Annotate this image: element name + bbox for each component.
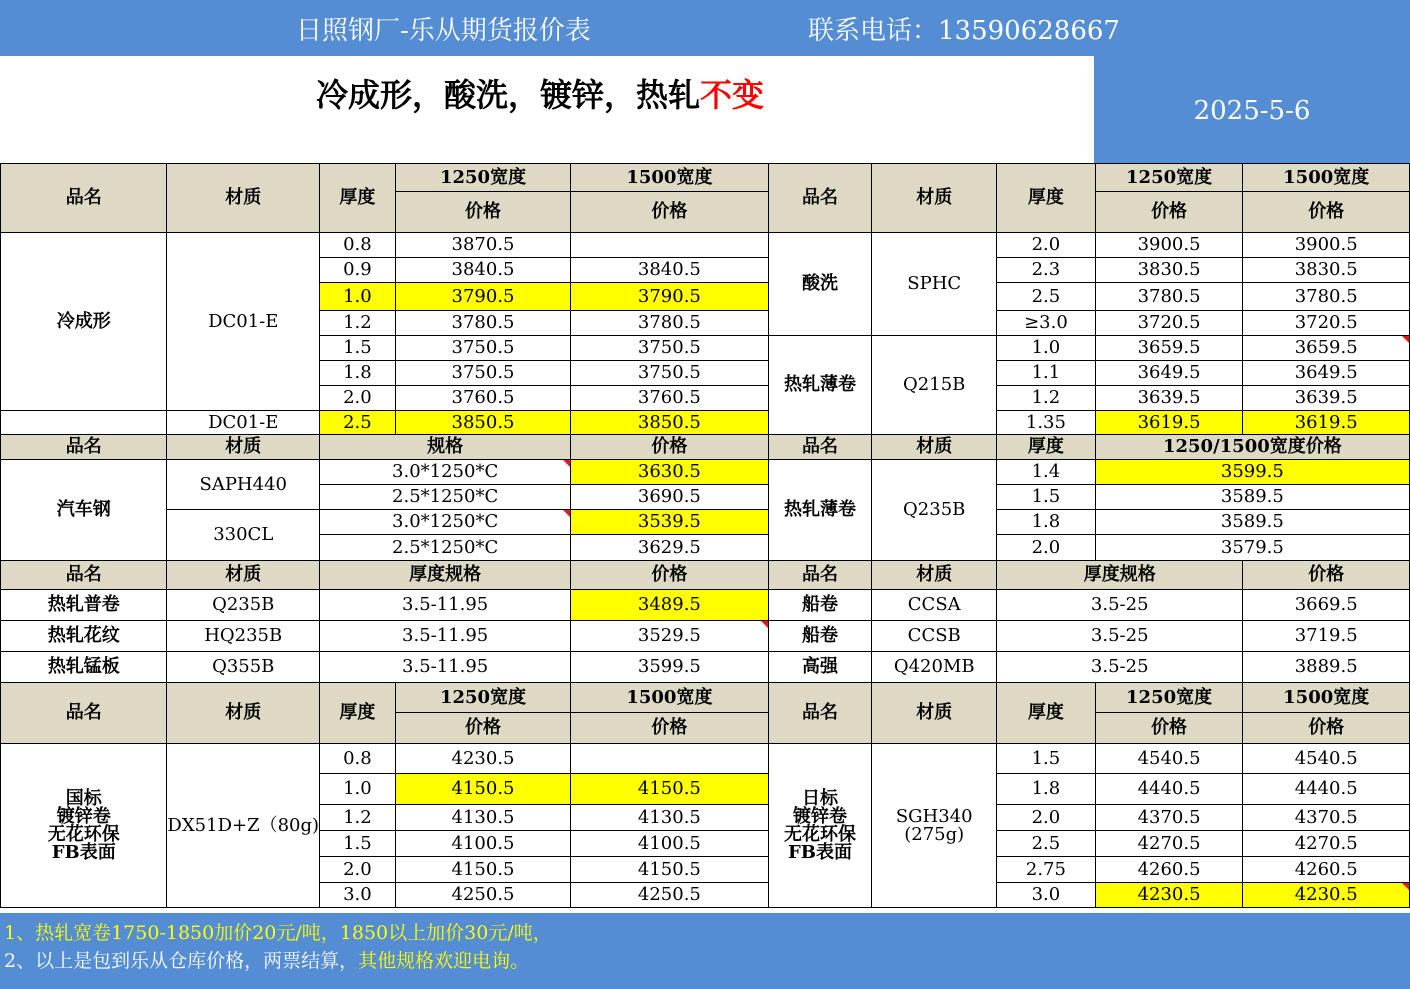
thickness-cell: 1.5 — [997, 744, 1096, 774]
price-1250-cell: 4540.5 — [1095, 744, 1243, 774]
spec-cell: 2.5*1250*C — [320, 535, 571, 561]
price-notice — [316, 70, 764, 116]
footer-note-2-highlight: 其他规格欢迎电询。 — [358, 950, 530, 972]
material-cell: Q235B — [872, 460, 997, 561]
product-cell: 热轧花纹 — [1, 621, 167, 652]
header-price: 价格 — [1095, 713, 1243, 744]
header-material: 材质 — [167, 164, 320, 233]
price-1500-cell: 3760.5 — [571, 386, 768, 411]
thickness-cell: 1.5 — [320, 831, 396, 857]
thickness-cell: 2.5 — [997, 283, 1096, 311]
spec-cell: 3.5-25 — [997, 652, 1243, 683]
thickness-cell: 1.2 — [320, 805, 396, 831]
header-price: 价格 — [571, 713, 768, 744]
price-1250-cell: 3659.5 — [1095, 336, 1243, 361]
product-cell: 冷成形 — [1, 233, 167, 411]
price-1500-cell: 4540.5 — [1243, 744, 1410, 774]
price-1500-cell: 3840.5 — [571, 258, 768, 283]
thickness-cell: 1.2 — [320, 311, 396, 336]
price-1500-cell: 3720.5 — [1243, 311, 1410, 336]
price-1500-cell: 4130.5 — [571, 805, 768, 831]
price-1500-cell: 4370.5 — [1243, 805, 1410, 831]
thickness-cell: 1.5 — [320, 336, 396, 361]
price-1250-cell: 4150.5 — [395, 774, 570, 805]
price-1250-cell: 3900.5 — [1095, 233, 1243, 258]
header-price: 价格 — [1243, 192, 1410, 233]
header-material: 材质 — [872, 683, 997, 744]
spec-cell: 2.5*1250*C — [320, 485, 571, 510]
thickness-cell: 2.75 — [997, 857, 1096, 883]
price-notice-unchanged: 不变 — [700, 76, 765, 114]
thickness-cell: 3.0 — [997, 883, 1096, 908]
spec-cell: 3.5-25 — [997, 590, 1243, 621]
price-value: 3659.5 — [1294, 337, 1358, 358]
header-width-1250: 1250宽度 — [395, 683, 570, 713]
header-width-1250: 1250宽度 — [1095, 683, 1243, 713]
product-cell: 热轧薄卷 — [768, 336, 872, 435]
footer-note-2-main: 2、以上是包到乐从仓库价格，两票结算， — [4, 950, 359, 972]
price-1500-cell: 3639.5 — [1243, 386, 1410, 411]
material-cell: SPHC — [872, 233, 997, 336]
title-bar — [0, 0, 1410, 56]
product-line: 镀锌卷 — [792, 805, 847, 827]
thickness-cell: 2.0 — [320, 386, 396, 411]
header-thickness: 厚度 — [997, 164, 1096, 233]
price-cell: 3589.5 — [1095, 485, 1409, 510]
footer-notes — [0, 913, 1410, 989]
comment-marker-icon — [1402, 336, 1409, 343]
header-product: 品名 — [768, 683, 872, 744]
thickness-cell: 1.0 — [320, 774, 396, 805]
thickness-cell: 2.0 — [997, 233, 1096, 258]
price-cell: 3719.5 — [1243, 621, 1410, 652]
header-width-1500: 1500宽度 — [1243, 683, 1410, 713]
price-1250-cell: 3750.5 — [395, 336, 570, 361]
spec-value: 3.0*1250*C — [392, 461, 499, 482]
header-product: 品名 — [1, 683, 167, 744]
header-product: 品名 — [1, 164, 167, 233]
material-cell: Q215B — [872, 336, 997, 435]
product-cell — [1, 411, 167, 435]
thickness-cell: 1.0 — [320, 283, 396, 311]
price-cell: 3629.5 — [571, 535, 768, 561]
header-material: 材质 — [167, 683, 320, 744]
price-1250-cell: 4260.5 — [1095, 857, 1243, 883]
product-line: FB表面 — [51, 841, 116, 863]
price-1500-cell: 4150.5 — [571, 774, 768, 805]
header-width-1250: 1250宽度 — [1095, 164, 1243, 192]
header-thickness: 厚度 — [320, 683, 396, 744]
price-1250-cell: 3649.5 — [1095, 361, 1243, 386]
header-price: 价格 — [1243, 561, 1410, 590]
sheet-title: 日照钢厂-乐从期货报价表 — [296, 16, 591, 46]
thickness-cell: 2.0 — [320, 857, 396, 883]
thickness-cell: 2.5 — [320, 411, 396, 435]
spec-value: 3.0*1250*C — [392, 511, 499, 532]
price-table — [0, 163, 1410, 908]
thickness-cell: ≥3.0 — [997, 311, 1096, 336]
header-thickness: 厚度 — [997, 683, 1096, 744]
material-cell: Q355B — [167, 652, 320, 683]
price-1500-cell — [571, 744, 768, 774]
thickness-cell: 2.0 — [997, 805, 1096, 831]
header-material: 材质 — [872, 561, 997, 590]
product-line: 无花环保 — [783, 823, 856, 845]
product-line: 无花环保 — [47, 823, 120, 845]
product-cell: 酸洗 — [768, 233, 872, 336]
comment-marker-icon — [761, 621, 768, 628]
header-price: 价格 — [571, 192, 768, 233]
price-cell: 3889.5 — [1243, 652, 1410, 683]
material-cell: CCSA — [872, 590, 997, 621]
price-1250-cell: 3780.5 — [395, 311, 570, 336]
material-cell: DX51D+Z（80g) — [167, 744, 320, 908]
header-width-1500: 1500宽度 — [571, 683, 768, 713]
price-1250-cell: 4150.5 — [395, 857, 570, 883]
price-value: 3529.5 — [637, 625, 701, 646]
thickness-cell: 2.5 — [997, 831, 1096, 857]
price-1250-cell: 3830.5 — [1095, 258, 1243, 283]
thickness-cell: 1.5 — [997, 485, 1096, 510]
header-price: 价格 — [395, 192, 570, 233]
price-1250-cell: 3790.5 — [395, 283, 570, 311]
price-cell: 3690.5 — [571, 485, 768, 510]
price-cell — [571, 621, 768, 652]
product-cell: 船卷 — [768, 621, 872, 652]
material-cell — [872, 744, 997, 908]
contact-phone: 联系电话：13590628667 — [808, 16, 1120, 46]
price-1250-cell: 4250.5 — [395, 883, 570, 908]
thickness-cell: 1.8 — [997, 510, 1096, 535]
price-notice-main: 冷成形，酸洗，镀锌，热轧 — [316, 76, 701, 114]
price-1250-cell: 4370.5 — [1095, 805, 1243, 831]
material-cell: SAPH440 — [167, 460, 320, 510]
thickness-cell: 1.2 — [997, 386, 1096, 411]
header-product: 品名 — [768, 561, 872, 590]
product-cell: 船卷 — [768, 590, 872, 621]
quote-date: 2025-5-6 — [1193, 96, 1311, 126]
price-1250-cell: 3870.5 — [395, 233, 570, 258]
header-price: 价格 — [571, 561, 768, 590]
price-cell: 3489.5 — [571, 590, 768, 621]
comment-marker-icon — [563, 510, 570, 517]
price-1500-cell: 4440.5 — [1243, 774, 1410, 805]
price-cell: 3599.5 — [1095, 460, 1409, 485]
spec-cell: 3.5-11.95 — [320, 590, 571, 621]
header-width-1500: 1500宽度 — [1243, 164, 1410, 192]
price-1250-cell: 4130.5 — [395, 805, 570, 831]
price-1500-cell: 4250.5 — [571, 883, 768, 908]
product-line: 镀锌卷 — [56, 805, 111, 827]
price-1500-cell: 3619.5 — [1243, 411, 1410, 435]
material-cell: DC01-E — [167, 233, 320, 411]
price-1250-cell: 4230.5 — [395, 744, 570, 774]
price-1500-cell: 3750.5 — [571, 336, 768, 361]
product-line: FB表面 — [787, 841, 852, 863]
price-1250-cell: 3780.5 — [1095, 283, 1243, 311]
product-cell — [1, 744, 167, 908]
header-material: 材质 — [872, 164, 997, 233]
price-1500-cell: 3830.5 — [1243, 258, 1410, 283]
product-cell: 热轧薄卷 — [768, 460, 872, 561]
price-cell: 3630.5 — [571, 460, 768, 485]
footer-note-1: 1、热轧宽卷1750-1850加价20元/吨，1850以上加价30元/吨， — [4, 922, 552, 944]
price-1500-cell — [571, 233, 768, 258]
spec-cell: 3.5-11.95 — [320, 621, 571, 652]
price-1250-cell: 3750.5 — [395, 361, 570, 386]
thickness-cell: 0.8 — [320, 233, 396, 258]
header-width-1250: 1250宽度 — [395, 164, 570, 192]
material-cell: HQ235B — [167, 621, 320, 652]
thickness-cell: 1.4 — [997, 460, 1096, 485]
thickness-cell: 1.8 — [997, 774, 1096, 805]
price-cell: 3539.5 — [571, 510, 768, 535]
price-1500-cell: 3850.5 — [571, 411, 768, 435]
footer-note-2 — [4, 946, 529, 973]
price-1250-cell: 3840.5 — [395, 258, 570, 283]
header-price: 价格 — [395, 713, 570, 744]
price-cell: 3599.5 — [571, 652, 768, 683]
price-1250-cell: 4230.5 — [1095, 883, 1243, 908]
thickness-cell: 2.0 — [997, 535, 1096, 561]
price-1500-cell: 4270.5 — [1243, 831, 1410, 857]
thickness-cell: 3.0 — [320, 883, 396, 908]
header-thickness-spec: 厚度规格 — [320, 561, 571, 590]
header-price: 价格 — [1095, 192, 1243, 233]
price-cell: 3669.5 — [1243, 590, 1410, 621]
material-line: (275g) — [904, 823, 965, 845]
comment-marker-icon — [563, 460, 570, 467]
header-width-both-price: 1250/1500宽度价格 — [1095, 435, 1409, 460]
header-thickness: 厚度 — [997, 435, 1096, 460]
comment-marker-icon — [1402, 883, 1409, 890]
material-cell: Q235B — [167, 590, 320, 621]
material-line: SGH340 — [895, 805, 973, 827]
thickness-cell: 1.35 — [997, 411, 1096, 435]
header-product: 品名 — [1, 435, 167, 460]
spec-cell — [320, 510, 571, 535]
header-thickness: 厚度 — [320, 164, 396, 233]
price-1500-cell: 4260.5 — [1243, 857, 1410, 883]
price-1500-cell: 4100.5 — [571, 831, 768, 857]
price-1500-cell — [1243, 883, 1410, 908]
header-spec: 规格 — [320, 435, 571, 460]
header-product: 品名 — [768, 435, 872, 460]
thickness-cell: 1.0 — [997, 336, 1096, 361]
header-product: 品名 — [768, 164, 872, 233]
thickness-cell: 1.1 — [997, 361, 1096, 386]
spec-cell: 3.5-25 — [997, 621, 1243, 652]
header-width-1500: 1500宽度 — [571, 164, 768, 192]
price-1500-cell: 3780.5 — [1243, 283, 1410, 311]
price-1250-cell: 3760.5 — [395, 386, 570, 411]
price-cell: 3589.5 — [1095, 510, 1409, 535]
material-cell: CCSB — [872, 621, 997, 652]
header-material: 材质 — [167, 561, 320, 590]
spec-cell: 3.5-11.95 — [320, 652, 571, 683]
price-1250-cell: 4100.5 — [395, 831, 570, 857]
product-line: 日标 — [801, 787, 838, 809]
price-1500-cell — [1243, 336, 1410, 361]
price-1500-cell: 3780.5 — [571, 311, 768, 336]
header-price: 价格 — [571, 435, 768, 460]
price-1500-cell: 3649.5 — [1243, 361, 1410, 386]
thickness-cell: 0.9 — [320, 258, 396, 283]
product-cell: 热轧普卷 — [1, 590, 167, 621]
header-product: 品名 — [1, 561, 167, 590]
product-cell: 热轧锰板 — [1, 652, 167, 683]
product-line: 国标 — [65, 787, 102, 809]
price-1250-cell: 3720.5 — [1095, 311, 1243, 336]
header-price: 价格 — [1243, 713, 1410, 744]
price-1500-cell: 3790.5 — [571, 283, 768, 311]
product-cell: 汽车钢 — [1, 460, 167, 561]
spec-cell — [320, 460, 571, 485]
thickness-cell: 0.8 — [320, 744, 396, 774]
price-1250-cell: 3639.5 — [1095, 386, 1243, 411]
price-1250-cell: 3619.5 — [1095, 411, 1243, 435]
price-1250-cell: 4270.5 — [1095, 831, 1243, 857]
product-cell — [768, 744, 872, 908]
thickness-cell: 1.8 — [320, 361, 396, 386]
price-1500-cell: 3900.5 — [1243, 233, 1410, 258]
price-1250-cell: 3850.5 — [395, 411, 570, 435]
thickness-cell: 2.3 — [997, 258, 1096, 283]
material-cell: DC01-E — [167, 411, 320, 435]
product-cell: 高强 — [768, 652, 872, 683]
price-1250-cell: 4440.5 — [1095, 774, 1243, 805]
material-cell: Q420MB — [872, 652, 997, 683]
material-cell: 330CL — [167, 510, 320, 561]
price-value: 4230.5 — [1294, 884, 1358, 905]
price-cell: 3579.5 — [1095, 535, 1409, 561]
header-material: 材质 — [872, 435, 997, 460]
header-thickness-spec: 厚度规格 — [997, 561, 1243, 590]
price-1500-cell: 3750.5 — [571, 361, 768, 386]
header-material: 材质 — [167, 435, 320, 460]
price-1500-cell: 4150.5 — [571, 857, 768, 883]
